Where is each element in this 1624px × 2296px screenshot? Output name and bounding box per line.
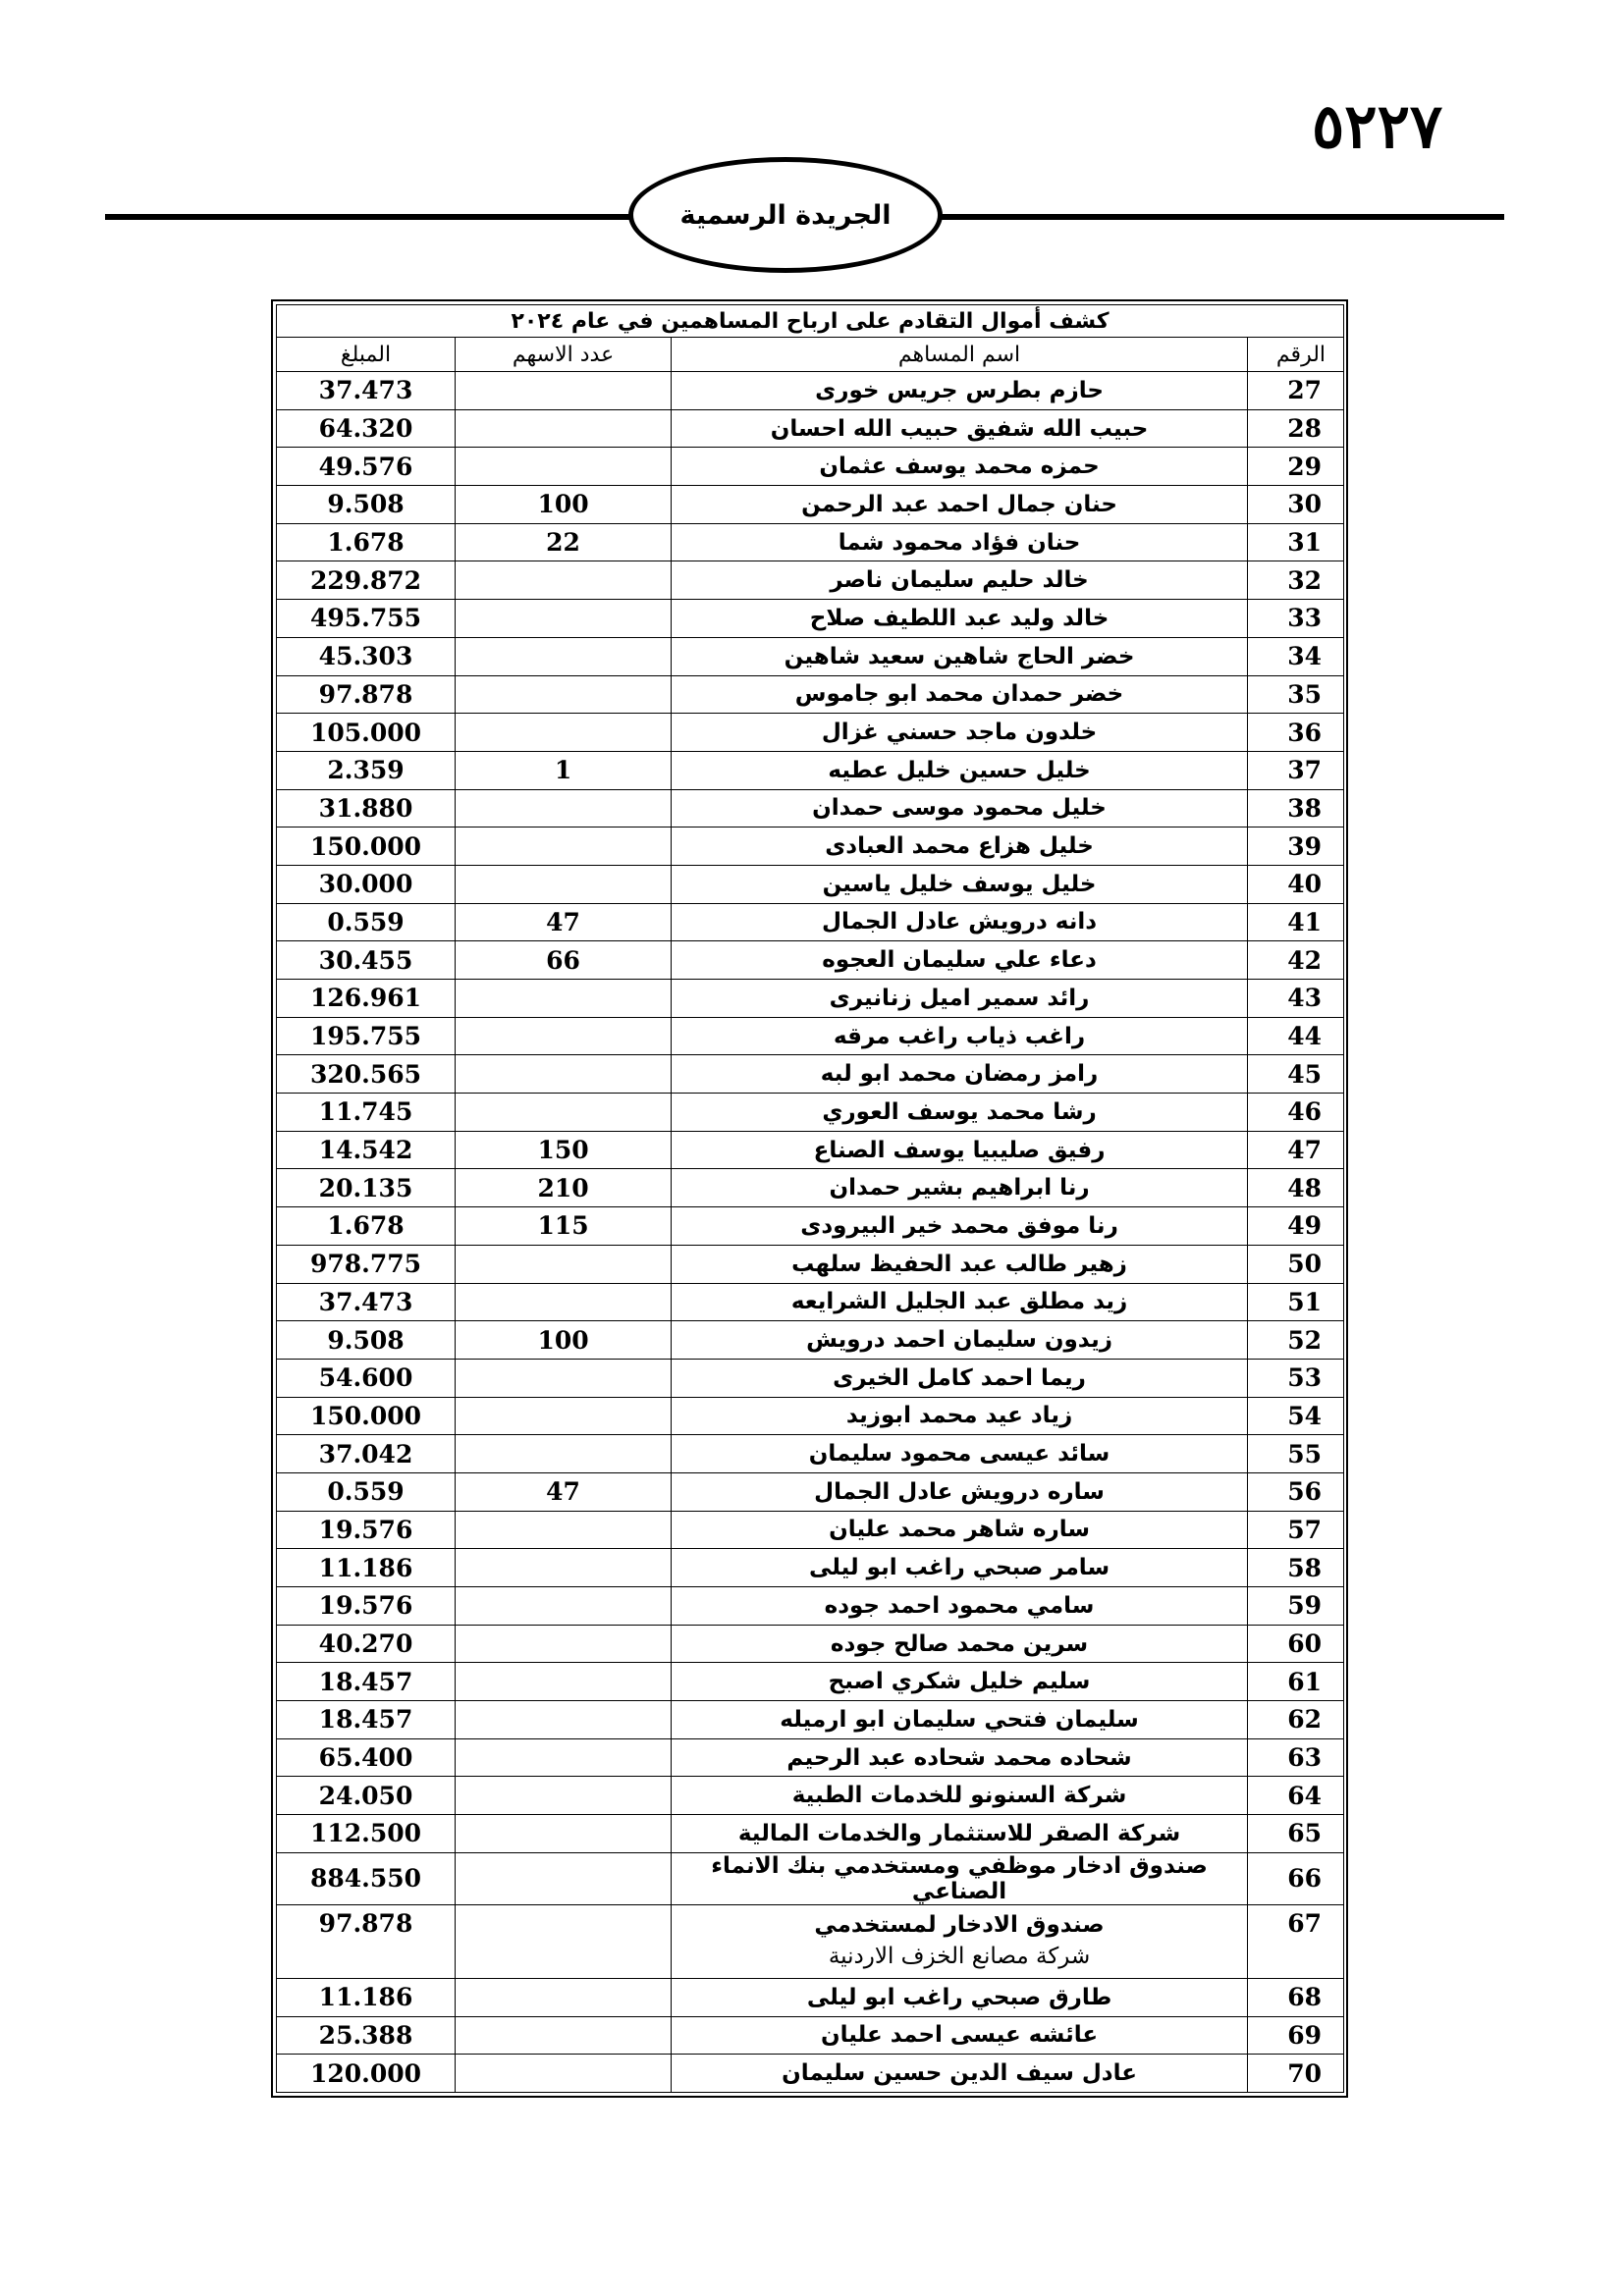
amount: 320.565	[277, 1055, 456, 1094]
shares-count: 47	[456, 903, 672, 941]
table-row	[277, 1397, 1344, 1435]
row-number: 27	[1248, 372, 1344, 410]
shares-count: 210	[456, 1169, 672, 1207]
amount: 37.042	[277, 1435, 456, 1473]
row-number: 43	[1248, 980, 1344, 1018]
table-row	[277, 1131, 1344, 1169]
row-number: 64	[1248, 1777, 1344, 1815]
row-number: 68	[1248, 1978, 1344, 2016]
shares-count	[456, 1701, 672, 1739]
shares-count	[456, 1777, 672, 1815]
table-body	[277, 372, 1344, 2093]
shareholder-name: خضر الحاج شاهين سعيد شاهين	[672, 637, 1248, 675]
shareholder-name: طارق صبحي راغب ابو ليلى	[672, 1978, 1248, 2016]
shareholder-name: حنان فؤاد محمود شما	[672, 523, 1248, 561]
amount: 150.000	[277, 828, 456, 866]
amount: 64.320	[277, 409, 456, 448]
amount: 24.050	[277, 1777, 456, 1815]
shares-count	[456, 1094, 672, 1132]
shareholder-name: زيدون سليمان احمد درويش	[672, 1321, 1248, 1360]
amount: 11.745	[277, 1094, 456, 1132]
column-header-amount: المبلغ	[277, 338, 456, 372]
shares-count	[456, 1017, 672, 1055]
row-number: 49	[1248, 1207, 1344, 1246]
shares-count	[456, 1738, 672, 1777]
table-row	[277, 1625, 1344, 1663]
shareholder-name: دعاء علي سليمان العجوه	[672, 941, 1248, 980]
shareholder-name: شركة السنونو للخدمات الطبية	[672, 1777, 1248, 1815]
amount: 495.755	[277, 600, 456, 638]
row-number: 32	[1248, 561, 1344, 600]
row-number: 63	[1248, 1738, 1344, 1777]
header-title: الجريدة الرسمية	[679, 199, 892, 231]
amount: 112.500	[277, 1815, 456, 1853]
table-row	[277, 1169, 1344, 1207]
amount: 0.559	[277, 1472, 456, 1511]
row-number: 66	[1248, 1852, 1344, 1904]
amount: 45.303	[277, 637, 456, 675]
shareholder-name: دانه درويش عادل الجمال	[672, 903, 1248, 941]
shares-count	[456, 1245, 672, 1283]
shareholder-name: صندوق ادخار موظفي ومستخدمي بنك الانماء الصناعي	[672, 1852, 1248, 1904]
table-row	[277, 865, 1344, 903]
amount: 11.186	[277, 1549, 456, 1587]
amount: 11.186	[277, 1978, 456, 2016]
shares-count	[456, 372, 672, 410]
row-number: 44	[1248, 1017, 1344, 1055]
shares-count	[456, 1359, 672, 1397]
shares-count	[456, 1397, 672, 1435]
table-row	[277, 1738, 1344, 1777]
shareholder-name: رامز رمضان محمد ابو لبه	[672, 1055, 1248, 1094]
table-row	[277, 1777, 1344, 1815]
table-row	[277, 1815, 1344, 1853]
row-number: 60	[1248, 1625, 1344, 1663]
shares-count	[456, 828, 672, 866]
amount: 30.455	[277, 941, 456, 980]
amount: 97.878	[277, 675, 456, 714]
shares-count	[456, 2016, 672, 2055]
table-row	[277, 980, 1344, 1018]
shares-count	[456, 1587, 672, 1626]
column-header-name: اسم المساهم	[672, 338, 1248, 372]
row-number: 35	[1248, 675, 1344, 714]
amount: 49.576	[277, 448, 456, 486]
row-number: 58	[1248, 1549, 1344, 1587]
row-number: 57	[1248, 1511, 1344, 1549]
shares-count	[456, 1663, 672, 1701]
shareholder-name: عادل سيف الدين حسين سليمان	[672, 2055, 1248, 2093]
amount: 97.878	[277, 1904, 456, 1978]
shareholder-name: خليل حسين خليل عطيه	[672, 751, 1248, 789]
row-number: 54	[1248, 1397, 1344, 1435]
row-number: 52	[1248, 1321, 1344, 1360]
shares-count	[456, 448, 672, 486]
row-number: 65	[1248, 1815, 1344, 1853]
amount: 65.400	[277, 1738, 456, 1777]
shareholders-table	[276, 304, 1344, 2093]
table-row	[277, 1701, 1344, 1739]
row-number: 62	[1248, 1701, 1344, 1739]
shareholder-name: خليل محمود موسى حمدان	[672, 789, 1248, 828]
amount: 54.600	[277, 1359, 456, 1397]
row-number: 53	[1248, 1359, 1344, 1397]
amount: 30.000	[277, 865, 456, 903]
shares-count	[456, 1978, 672, 2016]
table-row	[277, 1321, 1344, 1360]
shareholder-name: زيد مطلق عبد الجليل الشرايعه	[672, 1283, 1248, 1321]
amount: 884.550	[277, 1852, 456, 1904]
table-row	[277, 903, 1344, 941]
shareholder-name: ريما احمد كامل الخيرى	[672, 1359, 1248, 1397]
shares-count	[456, 1852, 672, 1904]
shares-count	[456, 637, 672, 675]
row-number: 61	[1248, 1663, 1344, 1701]
amount: 9.508	[277, 486, 456, 524]
table-row	[277, 941, 1344, 980]
row-number: 28	[1248, 409, 1344, 448]
row-number: 55	[1248, 1435, 1344, 1473]
amount: 1.678	[277, 1207, 456, 1246]
amount: 9.508	[277, 1321, 456, 1360]
shareholder-name: رنا موفق محمد خير البيرودى	[672, 1207, 1248, 1246]
shareholder-name: رفيق صليبيا يوسف الصناع	[672, 1131, 1248, 1169]
shareholder-name	[672, 1904, 1248, 1978]
table-row	[277, 637, 1344, 675]
shares-count	[456, 1435, 672, 1473]
table-row	[277, 1978, 1344, 2016]
amount: 19.576	[277, 1511, 456, 1549]
amount: 37.473	[277, 372, 456, 410]
row-number: 41	[1248, 903, 1344, 941]
table-row	[277, 2016, 1344, 2055]
table-row	[277, 561, 1344, 600]
row-number: 69	[1248, 2016, 1344, 2055]
table-row	[277, 1549, 1344, 1587]
table-row	[277, 486, 1344, 524]
shares-count	[456, 789, 672, 828]
shares-count	[456, 600, 672, 638]
amount: 19.576	[277, 1587, 456, 1626]
amount: 40.270	[277, 1625, 456, 1663]
shares-count	[456, 980, 672, 1018]
amount: 195.755	[277, 1017, 456, 1055]
row-number: 48	[1248, 1169, 1344, 1207]
table-row	[277, 1017, 1344, 1055]
shares-count	[456, 1904, 672, 1978]
shares-count	[456, 1625, 672, 1663]
table-row	[277, 828, 1344, 866]
shareholder-name: حمزه محمد يوسف عثمان	[672, 448, 1248, 486]
table-row	[277, 1055, 1344, 1094]
row-number: 59	[1248, 1587, 1344, 1626]
row-number: 46	[1248, 1094, 1344, 1132]
amount: 25.388	[277, 2016, 456, 2055]
row-number: 40	[1248, 865, 1344, 903]
shareholder-name: خليل هزاع محمد العبادى	[672, 828, 1248, 866]
shares-count: 150	[456, 1131, 672, 1169]
amount: 126.961	[277, 980, 456, 1018]
shareholder-name: رنا ابراهيم بشير حمدان	[672, 1169, 1248, 1207]
row-number: 42	[1248, 941, 1344, 980]
shareholder-name: سامي محمود احمد جوده	[672, 1587, 1248, 1626]
table-row	[277, 409, 1344, 448]
shareholders-table-frame	[271, 299, 1348, 2098]
shares-count	[456, 714, 672, 752]
amount: 2.359	[277, 751, 456, 789]
shares-count	[456, 1549, 672, 1587]
shareholder-name: عائشه عيسى احمد عليان	[672, 2016, 1248, 2055]
table-caption: كشف أموال التقادم على ارباح المساهمين في عام ٢٠٢٤	[277, 305, 1344, 338]
amount: 978.775	[277, 1245, 456, 1283]
shares-count	[456, 1511, 672, 1549]
table-row	[277, 2055, 1344, 2093]
shareholder-name: ساره شاهر محمد عليان	[672, 1511, 1248, 1549]
row-number: 34	[1248, 637, 1344, 675]
shareholder-name: خالد حليم سليمان ناصر	[672, 561, 1248, 600]
shareholder-name: رشا محمد يوسف العوري	[672, 1094, 1248, 1132]
table-row	[277, 1511, 1344, 1549]
shareholder-name: ساره درويش عادل الجمال	[672, 1472, 1248, 1511]
table-row	[277, 1245, 1344, 1283]
shares-count	[456, 409, 672, 448]
row-number: 30	[1248, 486, 1344, 524]
row-number: 36	[1248, 714, 1344, 752]
shareholder-name-line2: شركة مصانع الخزف الاردنية	[828, 1943, 1091, 1969]
row-number: 56	[1248, 1472, 1344, 1511]
amount: 1.678	[277, 523, 456, 561]
shares-count	[456, 1283, 672, 1321]
amount: 18.457	[277, 1701, 456, 1739]
shareholder-name: خلدون ماجد حسني غزال	[672, 714, 1248, 752]
shares-count	[456, 2055, 672, 2093]
row-number: 33	[1248, 600, 1344, 638]
table-row	[277, 600, 1344, 638]
table-row	[277, 1472, 1344, 1511]
amount: 150.000	[277, 1397, 456, 1435]
amount: 18.457	[277, 1663, 456, 1701]
column-header-shares: عدد الاسهم	[456, 338, 672, 372]
row-number: 47	[1248, 1131, 1344, 1169]
shareholder-name: سامر صبحي راغب ابو ليلى	[672, 1549, 1248, 1587]
shareholder-name-line1: صندوق الادخار لمستخدمي	[814, 1911, 1105, 1938]
row-number: 50	[1248, 1245, 1344, 1283]
table-row	[277, 1283, 1344, 1321]
shareholder-name: سرين محمد صالح جوده	[672, 1625, 1248, 1663]
shareholder-name: خليل يوسف خليل ياسين	[672, 865, 1248, 903]
shares-count	[456, 675, 672, 714]
amount: 37.473	[277, 1283, 456, 1321]
table-row	[277, 1663, 1344, 1701]
shares-count: 115	[456, 1207, 672, 1246]
amount: 120.000	[277, 2055, 456, 2093]
shares-count: 100	[456, 1321, 672, 1360]
shareholder-name: رائد سمير اميل زنانيرى	[672, 980, 1248, 1018]
row-number: 37	[1248, 751, 1344, 789]
table-row	[277, 448, 1344, 486]
table-row	[277, 1852, 1344, 1904]
table-row	[277, 1207, 1344, 1246]
shares-count: 1	[456, 751, 672, 789]
shareholder-name: شحاده محمد شحاده عبد الرحيم	[672, 1738, 1248, 1777]
shareholder-name: سليم خليل شكري اصبح	[672, 1663, 1248, 1701]
amount: 105.000	[277, 714, 456, 752]
shareholder-name: خضر حمدان محمد ابو جاموس	[672, 675, 1248, 714]
shares-count	[456, 865, 672, 903]
shareholder-name: شركة الصقر للاستثمار والخدمات المالية	[672, 1815, 1248, 1853]
amount: 20.135	[277, 1169, 456, 1207]
header-oval	[628, 157, 943, 273]
shareholder-name: زهير طالب عبد الحفيظ سلهب	[672, 1245, 1248, 1283]
table-row	[277, 675, 1344, 714]
shares-count: 100	[456, 486, 672, 524]
shareholder-name: خالد وليد عبد اللطيف صلاح	[672, 600, 1248, 638]
shares-count: 47	[456, 1472, 672, 1511]
table-row	[277, 1904, 1344, 1978]
shareholder-name: زياد عيد محمد ابوزيد	[672, 1397, 1248, 1435]
row-number: 70	[1248, 2055, 1344, 2093]
shareholder-name: سائد عيسى محمود سليمان	[672, 1435, 1248, 1473]
amount: 14.542	[277, 1131, 456, 1169]
table-row	[277, 523, 1344, 561]
shares-count	[456, 1815, 672, 1853]
shares-count	[456, 561, 672, 600]
table-row	[277, 1435, 1344, 1473]
row-number: 29	[1248, 448, 1344, 486]
row-number: 67	[1248, 1904, 1344, 1978]
shareholder-name: حبيب الله شفيق حبيب الله احسان	[672, 409, 1248, 448]
table-row	[277, 1359, 1344, 1397]
table-row	[277, 1094, 1344, 1132]
shareholder-name: حنان جمال احمد عبد الرحمن	[672, 486, 1248, 524]
table-row	[277, 714, 1344, 752]
amount: 31.880	[277, 789, 456, 828]
shares-count: 66	[456, 941, 672, 980]
row-number: 45	[1248, 1055, 1344, 1094]
table-row	[277, 789, 1344, 828]
shareholder-name: راغب ذياب راغب مرقه	[672, 1017, 1248, 1055]
shares-count	[456, 1055, 672, 1094]
table-row	[277, 372, 1344, 410]
shares-count: 22	[456, 523, 672, 561]
row-number: 51	[1248, 1283, 1344, 1321]
table-row	[277, 751, 1344, 789]
amount: 229.872	[277, 561, 456, 600]
shareholder-name: حازم بطرس جريس خورى	[672, 372, 1248, 410]
row-number: 38	[1248, 789, 1344, 828]
column-header-number: الرقم	[1248, 338, 1344, 372]
row-number: 39	[1248, 828, 1344, 866]
table-row	[277, 1587, 1344, 1626]
amount: 0.559	[277, 903, 456, 941]
shareholder-name: سليمان فتحي سليمان ابو ارميله	[672, 1701, 1248, 1739]
page-number: ٥٢٢٧	[1312, 90, 1443, 162]
row-number: 31	[1248, 523, 1344, 561]
